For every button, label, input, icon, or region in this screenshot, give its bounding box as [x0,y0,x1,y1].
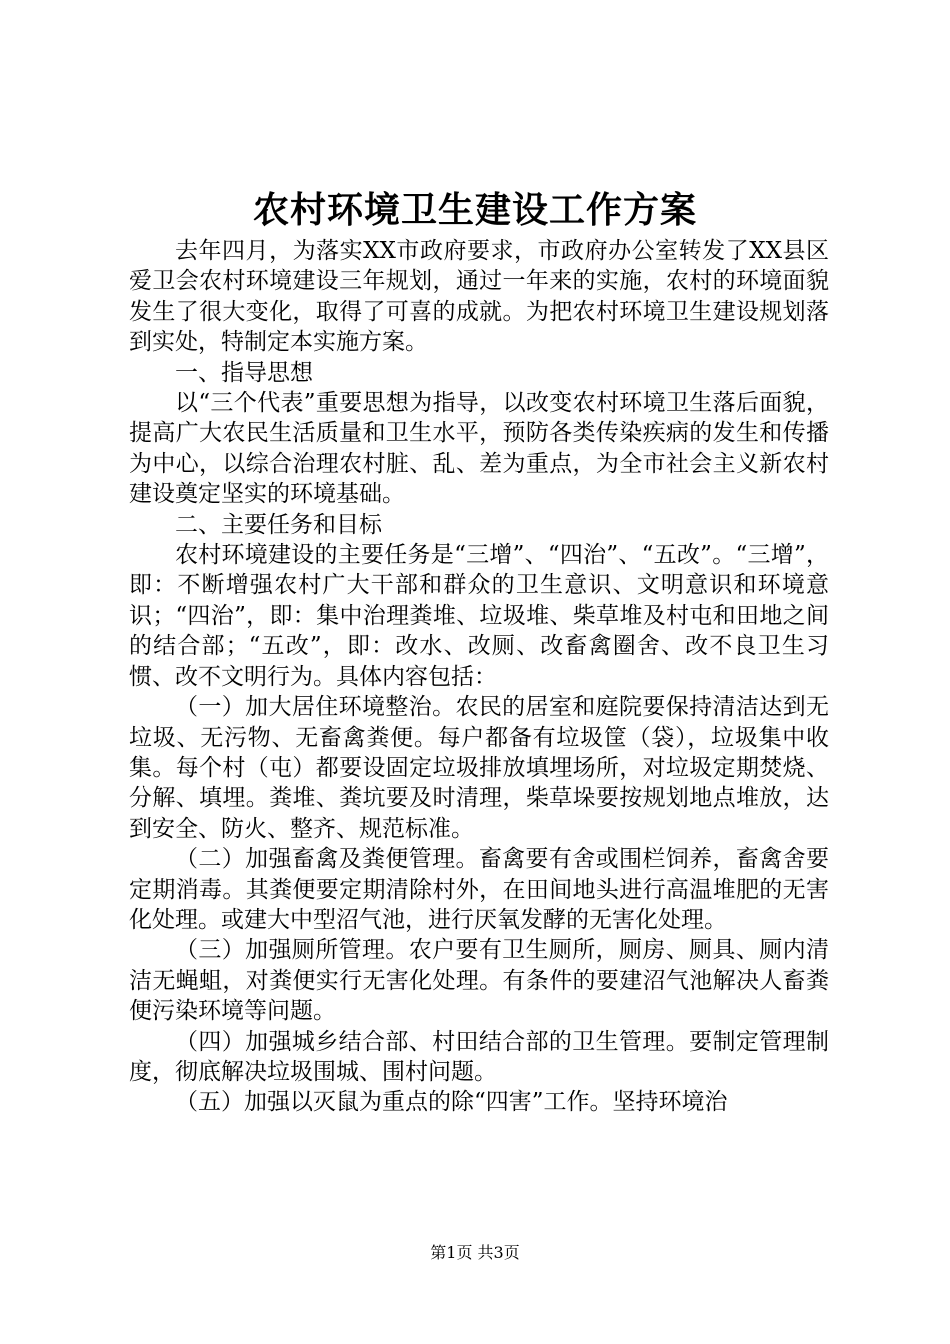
paragraph-item-1: （一）加大居住环境整治。农民的居室和庭院要保持清洁达到无垃圾、无污物、无畜禽粪便。每户都备有垃圾筐（袋），垃圾集中收集。每个村（屯）都要设固定垃圾排放填埋场所，对垃圾定期焚烧、分解、填埋。粪堆、粪坑要及时清理，柴草垛要按规划地点堆放，达到安全、防火、整齐、规范标准。 [129,694,829,842]
paragraph-main-tasks: 农村环境建设的主要任务是“三增”、“四治”、“五改”。“三增”，即：不断增强农村广大干部和群众的卫生意识、文明意识和环境意识；“四治”，即：集中治理粪堆、垃圾堆、柴草堆及村屯和田地之间的结合部；“五改”，即：改水、改厕、改畜禽圈舍、改不良卫生习惯、改不文明行为。具体内容包括： [129,542,829,690]
paragraph-guiding-ideology: 以“三个代表”重要思想为指导，以改变农村环境卫生落后面貌，提高广大农民生活质量和卫生水平，预防各类传染疾病的发生和传播为中心，以综合治理农村脏、乱、差为重点，为全市社会主义新农村建设奠定坚实的环境基础。 [129,390,829,508]
page-number-footer: 第1页 共3页 [430,1243,520,1262]
document-title: 农村环境卫生建设工作方案 [252,189,697,231]
paragraph-item-2: （二）加强畜禽及粪便管理。畜禽要有舍或围栏饲养，畜禽舍要定期消毒。其粪便要定期清除村外，在田间地头进行高温堆肥的无害化处理。或建大中型沼气池，进行厌氧发酵的无害化处理。 [129,846,829,933]
section-heading-main-tasks: 二、主要任务和目标 [175,511,382,538]
document-body [129,236,829,1118]
paragraph-item-3: （三）加强厕所管理。农户要有卫生厕所，厕房、厕具、厕内清洁无蝇蛆，对粪便实行无害化处理。有条件的要建沼气池解决人畜粪便污染环境等问题。 [129,937,829,1025]
section-heading-guiding-ideology: 一、指导思想 [175,359,313,386]
paragraph-item-4: （四）加强城乡结合部、村田结合部的卫生管理。要制定管理制度，彻底解决垃圾围城、围村问题。 [129,1028,829,1085]
paragraph-intro: 去年四月，为落实XX市政府要求，市政府办公室转发了XX县区爱卫会农村环境建设三年规划，通过一年来的实施，农村的环境面貌发生了很大变化，取得了可喜的成就。为把农村环境卫生建设规划落到实处，特制定本实施方案。 [129,238,829,356]
paragraph-item-5: （五）加强以灭鼠为重点的除“四害”工作。坚持环境治 [175,1089,728,1116]
